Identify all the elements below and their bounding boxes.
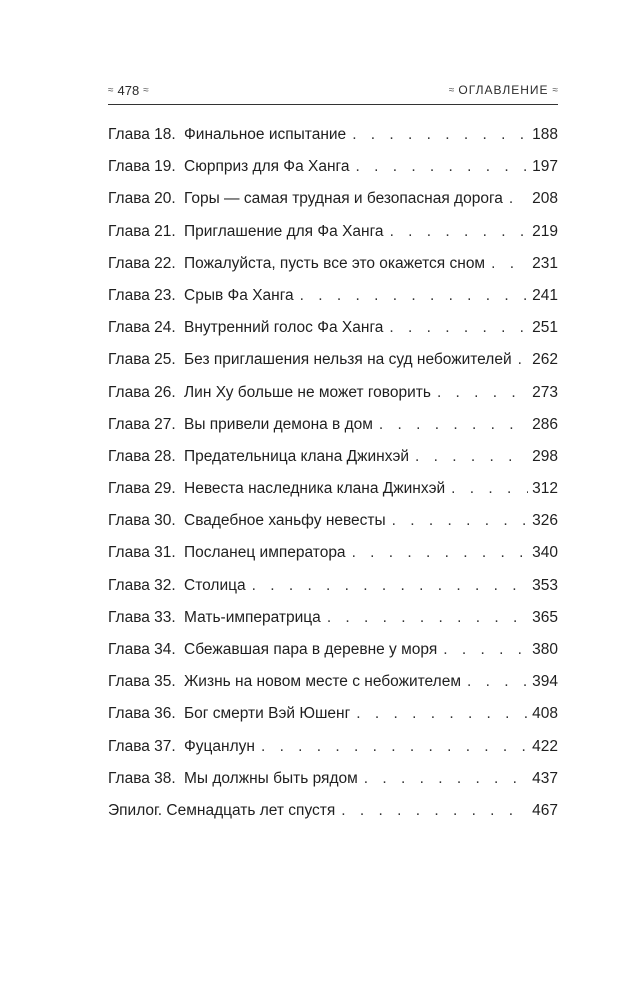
toc-entry-prefix: Глава 32.: [108, 576, 176, 594]
toc-entry-title: Лин Ху больше не может говорить: [184, 383, 431, 401]
toc-entry-title: Приглашение для Фа Ханга: [184, 222, 384, 240]
toc-entry-page: 231: [532, 254, 558, 272]
toc-dot-leader: [300, 287, 528, 305]
toc-entry-title: Столица: [184, 576, 246, 594]
running-head-left: [108, 83, 149, 98]
toc-entry: [108, 384, 558, 416]
toc-dot-leader: [389, 319, 528, 337]
toc-entry: [108, 738, 558, 770]
toc-entry: [108, 351, 558, 383]
toc-entry-prefix: Глава 38.: [108, 769, 176, 787]
page-number: 478: [117, 82, 140, 98]
toc-entry-prefix: Глава 22.: [108, 254, 176, 272]
toc-dot-leader: [364, 770, 528, 788]
toc-entry-prefix: Глава 20.: [108, 190, 176, 208]
toc-dot-leader: [352, 126, 528, 144]
toc-entry-page: 208: [532, 190, 558, 208]
toc-entry: [108, 802, 558, 834]
toc-entry-title: Фуцанлун: [184, 737, 255, 755]
toc-entry-title: Бог смерти Вэй Юшенг: [184, 705, 351, 723]
toc-dot-leader: [437, 384, 528, 402]
toc-entry: [108, 126, 558, 158]
toc-entry: [108, 448, 558, 480]
toc-entry-title: Невеста наследника клана Джинхэй: [184, 480, 446, 498]
toc-entry-prefix: Глава 27.: [108, 415, 176, 433]
toc-entry: [108, 705, 558, 737]
header-divider: [108, 104, 558, 105]
section-title: ОГЛАВЛЕНИЕ: [458, 83, 549, 97]
toc-entry: [108, 190, 558, 222]
toc-entry-page: 467: [532, 801, 558, 819]
toc-entry-title: Горы — самая трудная и безопасная дорога: [184, 190, 503, 208]
toc-dot-leader: [491, 255, 528, 273]
toc-dot-leader: [509, 190, 528, 208]
table-of-contents: [108, 126, 558, 834]
toc-entry-prefix: Глава 23.: [108, 286, 176, 304]
toc-dot-leader: [252, 577, 529, 595]
toc-entry: [108, 287, 558, 319]
toc-entry-prefix: Глава 25.: [108, 351, 176, 369]
toc-entry-title: Финальное испытание: [184, 126, 347, 143]
toc-entry: [108, 641, 558, 673]
toc-entry-page: 394: [532, 673, 558, 691]
toc-entry-title: Вы привели демона в дом: [184, 415, 373, 433]
toc-entry-prefix: Эпилог.: [108, 801, 163, 819]
toc-entry-page: 422: [532, 737, 558, 755]
toc-dot-leader: [261, 738, 528, 756]
toc-entry-title: Срыв Фа Ханга: [184, 286, 294, 304]
toc-entry-prefix: Глава 24.: [108, 319, 176, 337]
toc-entry-page: 326: [532, 512, 558, 530]
ornament-icon: ≈: [552, 84, 558, 96]
toc-dot-leader: [451, 480, 528, 498]
toc-dot-leader: [390, 223, 529, 241]
toc-entry: [108, 480, 558, 512]
toc-entry: [108, 770, 558, 802]
toc-dot-leader: [392, 512, 528, 530]
toc-entry-title: Жизнь на новом месте с небожителем: [184, 673, 461, 691]
toc-entry-page: 437: [532, 769, 558, 787]
toc-dot-leader: [443, 641, 528, 659]
toc-entry: [108, 319, 558, 351]
toc-entry: [108, 255, 558, 287]
toc-dot-leader: [415, 448, 528, 466]
toc-entry-title: Сбежавшая пара в деревне у моря: [184, 641, 438, 658]
toc-entry-prefix: Глава 37.: [108, 737, 176, 755]
toc-entry: [108, 609, 558, 641]
toc-entry-title: Без приглашения нельзя на суд небожителей: [184, 351, 512, 369]
toc-entry-title: Свадебное ханьфу невесты: [184, 512, 386, 530]
toc-entry-page: 408: [532, 705, 558, 723]
toc-entry-page: 273: [532, 383, 558, 401]
toc-entry-prefix: Глава 26.: [108, 383, 176, 401]
toc-entry-prefix: Глава 36.: [108, 705, 176, 723]
toc-entry-prefix: Глава 18.: [108, 126, 176, 143]
toc-entry-page: 219: [532, 222, 558, 240]
toc-dot-leader: [356, 705, 528, 723]
toc-entry-prefix: Глава 28.: [108, 447, 176, 465]
toc-entry-title: Семнадцать лет спустя: [166, 801, 336, 819]
toc-entry-prefix: Глава 35.: [108, 673, 176, 691]
running-head-right: [449, 83, 558, 97]
toc-dot-leader: [379, 416, 528, 434]
toc-entry-page: 188: [532, 126, 558, 143]
toc-dot-leader: [341, 802, 528, 820]
ornament-icon: ≈: [448, 84, 455, 96]
toc-entry-prefix: Глава 29.: [108, 480, 176, 498]
toc-entry-page: 312: [532, 480, 558, 498]
toc-entry-page: 286: [532, 415, 558, 433]
toc-entry-prefix: Глава 21.: [108, 222, 176, 240]
toc-entry: [108, 416, 558, 448]
toc-dot-leader: [467, 673, 528, 691]
toc-entry: [108, 223, 558, 255]
toc-entry-prefix: Глава 19.: [108, 158, 176, 176]
ornament-icon: ≈: [143, 84, 149, 96]
toc-entry-title: Мать-императрица: [184, 608, 321, 626]
toc-entry-prefix: Глава 33.: [108, 608, 176, 626]
toc-entry-page: 262: [532, 351, 558, 369]
toc-entry-page: 380: [532, 641, 558, 658]
toc-entry: [108, 158, 558, 190]
toc-entry-page: 353: [532, 576, 558, 594]
toc-entry-title: Сюрприз для Фа Ханга: [184, 158, 350, 176]
toc-entry-prefix: Глава 31.: [108, 544, 176, 562]
toc-dot-leader: [352, 544, 529, 562]
toc-entry-page: 241: [532, 286, 558, 304]
toc-entry: [108, 544, 558, 576]
toc-entry: [108, 673, 558, 705]
running-head: [108, 80, 558, 100]
toc-entry-page: 365: [532, 608, 558, 626]
toc-entry-page: 197: [532, 158, 558, 176]
toc-entry-title: Пожалуйста, пусть все это окажется сном: [184, 254, 486, 272]
toc-entry-title: Мы должны быть рядом: [184, 769, 358, 787]
toc-entry-title: Посланец императора: [184, 544, 346, 562]
toc-entry-title: Предательница клана Джинхэй: [184, 447, 410, 465]
toc-entry-prefix: Глава 34.: [108, 641, 176, 658]
ornament-icon: ≈: [108, 84, 114, 96]
toc-entry: [108, 512, 558, 544]
toc-entry-prefix: Глава 30.: [108, 512, 176, 530]
toc-entry-page: 251: [532, 319, 558, 337]
toc-dot-leader: [518, 351, 529, 369]
toc-entry-title: Внутренний голос Фа Ханга: [184, 319, 384, 337]
toc-entry-page: 340: [532, 544, 558, 562]
toc-entry: [108, 577, 558, 609]
toc-dot-leader: [327, 609, 528, 627]
toc-dot-leader: [355, 158, 528, 176]
toc-entry-page: 298: [532, 447, 558, 465]
